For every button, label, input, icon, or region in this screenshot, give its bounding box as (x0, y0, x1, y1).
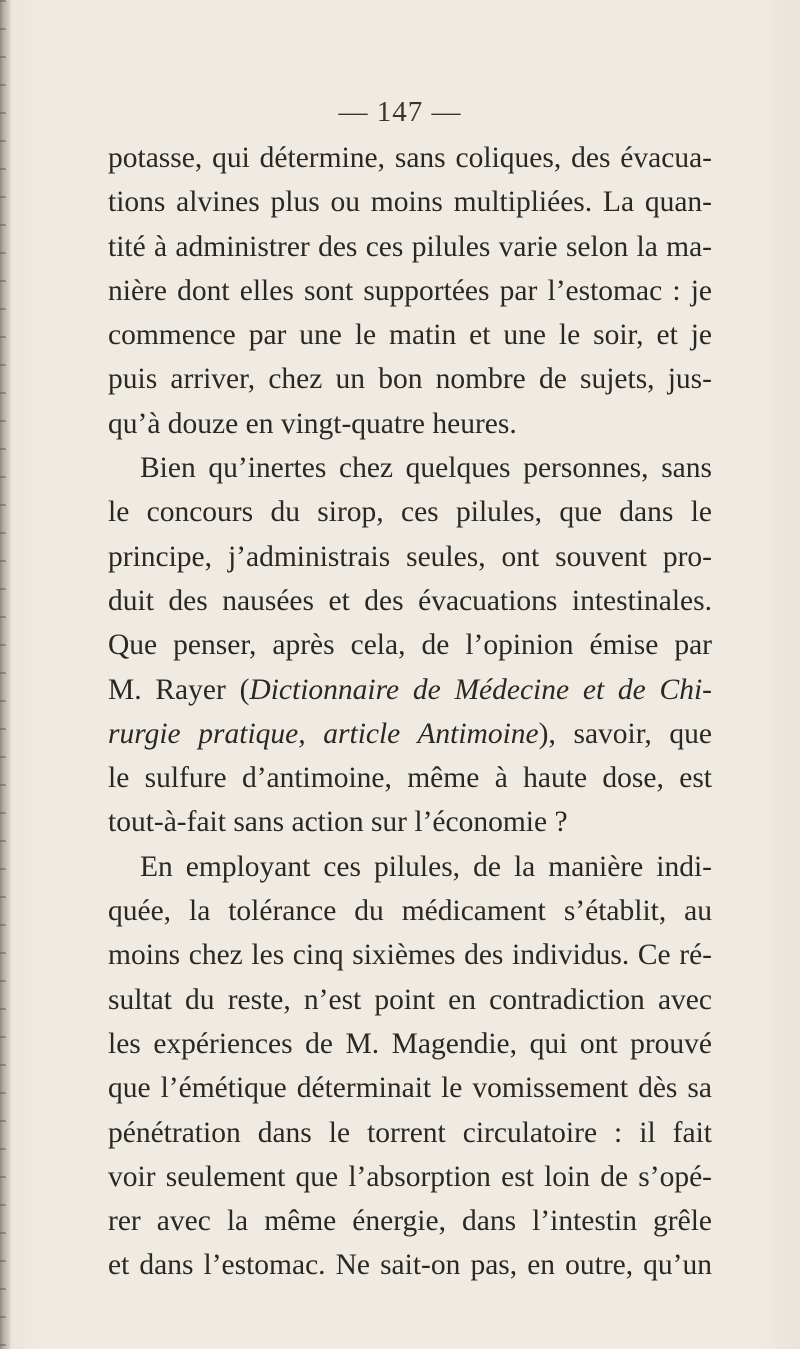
text-line: voir seulement que l’absorption est loin de s’opé- (108, 1160, 712, 1193)
page-edge-marks (0, 0, 6, 1349)
text-line: En employant ces pilules, de la manière indi- (140, 850, 712, 883)
italic-citation: Dictionnaire de Médecine et de Chi- (249, 673, 712, 706)
text-line: le concours du sirop, ces pilules, que dans le (108, 496, 712, 529)
text-segment: M. Rayer ( (108, 673, 250, 706)
text-line (108, 668, 712, 712)
text-line: les expériences de M. Magendie, qui ont prouvé (108, 1027, 712, 1060)
text-line: puis arriver, chez un bon nombre de sujets, jus- (108, 363, 712, 396)
text-segment: ), savoir, que (538, 717, 712, 750)
text-line: tout-à-fait sans action sur l’économie ? (108, 806, 568, 839)
italic-citation: rurgie pratique, article Antimoine (108, 717, 539, 750)
text-line: Que penser, après cela, de l’opinion émise par (108, 629, 712, 662)
text-line: rer avec la même énergie, dans l’intestin grêle (108, 1205, 712, 1238)
text-line: potasse, qui détermine, sans coliques, des évacua- (108, 142, 712, 174)
text-line: qu’à douze en vingt-quatre heures. (108, 407, 517, 440)
text-line: que l’émétique déterminait le vomissement dès sa (108, 1072, 712, 1105)
text-line: tité à administrer des ces pilules varie selon la ma- (108, 230, 712, 263)
text-line: sultat du reste, n’est point en contradiction avec (108, 983, 712, 1016)
text-line: tions alvines plus ou moins multipliées. La quan- (108, 186, 712, 219)
text-line: moins chez les cinq sixièmes des individus. Ce ré- (108, 939, 712, 972)
body-text (108, 136, 712, 1288)
text-line (108, 712, 712, 756)
text-line: le sulfure d’antimoine, même à haute dose, est (108, 762, 712, 795)
text-line: nière dont elles sont supportées par l’estomac : je (108, 274, 712, 307)
text-line: principe, j’administrais seules, ont souvent pro- (108, 540, 712, 573)
text-line: pénétration dans le torrent circulatoire : il fait (108, 1116, 712, 1149)
text-line: Bien qu’inertes chez quelques personnes, sans (140, 452, 712, 485)
text-line: duit des nausées et des évacuations intestinales. (108, 584, 712, 617)
text-line: et dans l’estomac. Ne sait-on pas, en outre, qu’un (108, 1249, 712, 1282)
page-number: — 147 — (338, 96, 462, 128)
text-line: commence par une le matin et une le soir, et je (108, 319, 712, 352)
text-line: quée, la tolérance du médicament s’établit, au (108, 895, 712, 928)
